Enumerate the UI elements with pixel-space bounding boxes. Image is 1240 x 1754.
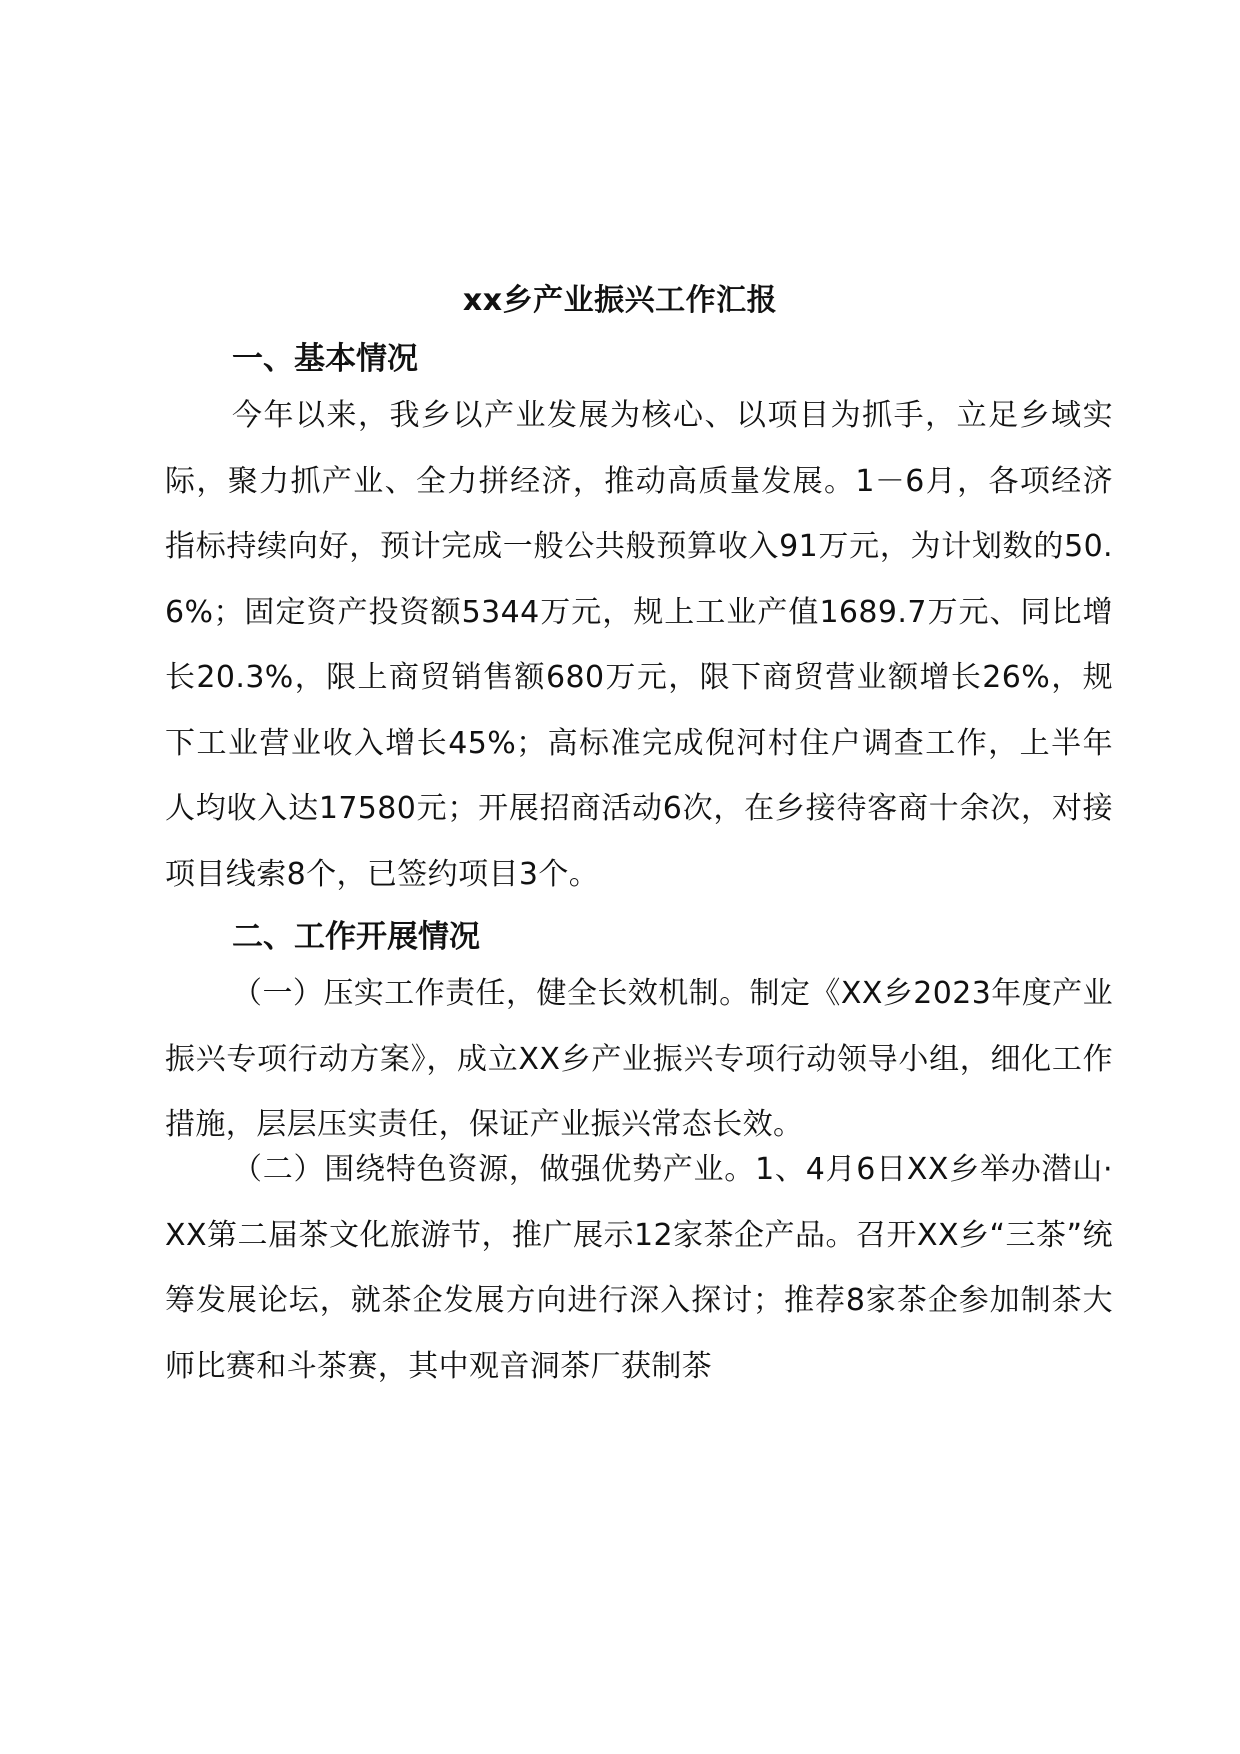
- document-title: xx乡产业振兴工作汇报: [462, 283, 778, 318]
- paragraph-basic-situation: 今年以来，我乡以产业发展为核心、以项目为抓手，立足乡域实际，聚力抓产业、全力拼经济，推动高质量发展。1－6月，各项经济指标持续向好，预计完成一般公共般预算收入91万元，为计划数的50.6%；固定资产投资额5344万元，规上工业产值1689.7万元、同比增长20.3%，限上商贸销售额680万元，限下商贸营业额增长26%，规下工业营业收入增长45%；高标准完成倪河村住户调查工作，上半年人均收入达17580元；开展招商活动6次，在乡接待客商十余次，对接项目线索8个，已签约项目3个。: [165, 398, 1113, 892]
- section-heading-basic-situation: 一、基本情况: [232, 341, 418, 377]
- section-heading-work-progress: 二、工作开展情况: [232, 919, 480, 955]
- paragraph-featured-resources: （二）围绕特色资源，做强优势产业。1、4月6日XX乡举办潜山·XX第二届茶文化旅游节，推广展示12家茶企产品。召开XX乡“三茶”统筹发展论坛，就茶企发展方向进行深入探讨；推荐8家茶企参加制茶大师比赛和斗茶赛，其中观音洞茶厂获制茶: [165, 1152, 1113, 1384]
- paragraph-work-responsibility: （一）压实工作责任，健全长效机制。制定《XX乡2023年度产业振兴专项行动方案》，成立XX乡产业振兴专项行动领导小组，细化工作措施，层层压实责任，保证产业振兴常态长效。: [165, 976, 1113, 1142]
